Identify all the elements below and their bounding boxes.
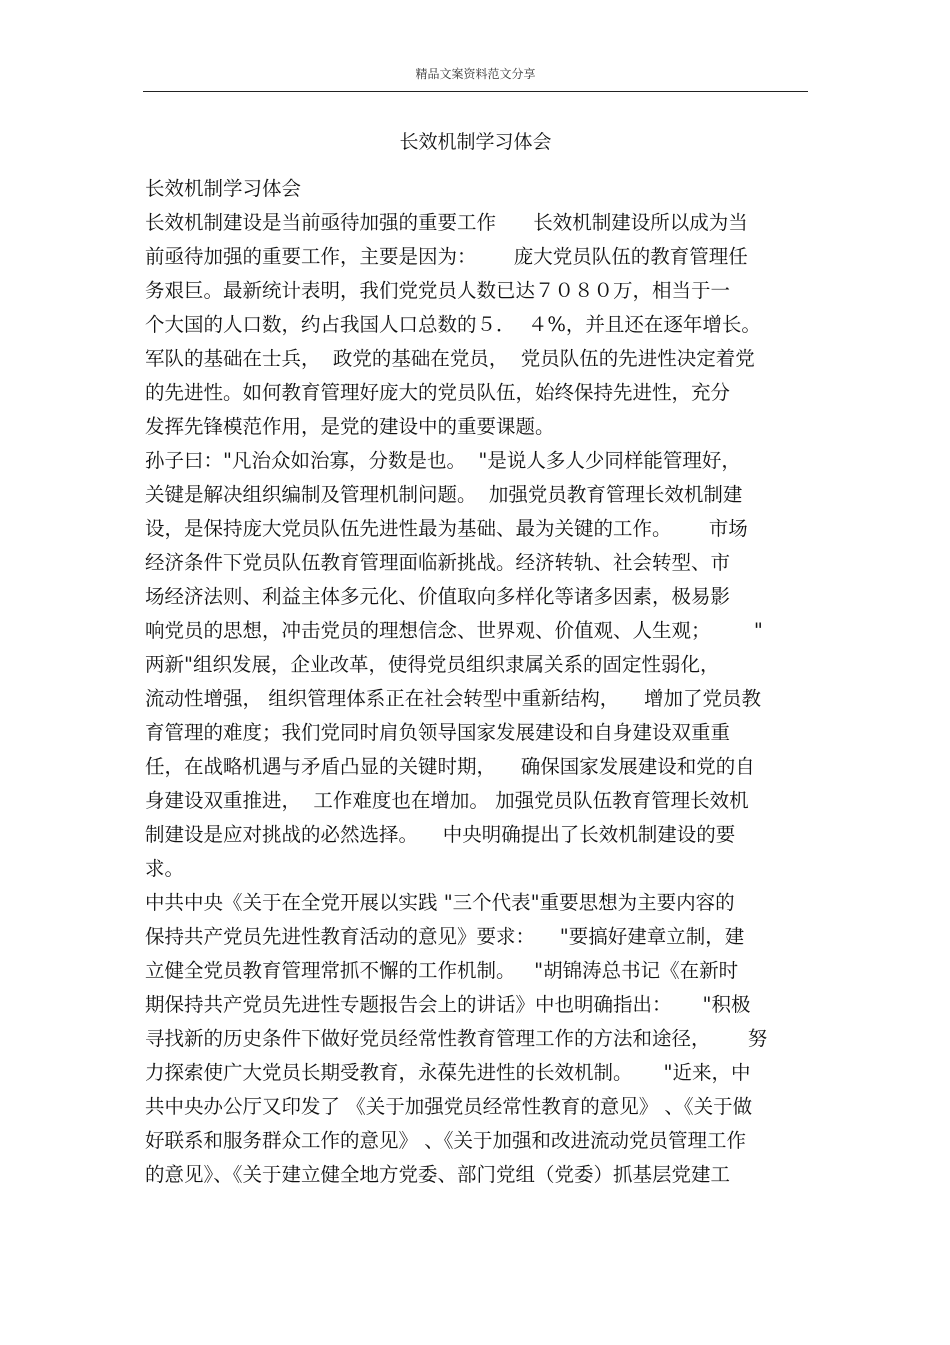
body-line: 求。 — [145, 857, 185, 880]
body-line: 长效机制建设是当前亟待加强的重要工作 长效机制建设所以成为当 — [145, 211, 748, 234]
body-line: 力探索使广大党员长期受教育，永葆先进性的长效机制。 "近来，中 — [145, 1061, 751, 1084]
body-line: 寻找新的历史条件下做好党员经常性教育管理工作的方法和途径， 努 — [145, 1027, 768, 1050]
body-line: 好联系和服务群众工作的意见》 、《关于加强和改进流动党员管理工作 — [145, 1129, 746, 1152]
body-line: 流动性增强， 组织管理体系正在社会转型中重新结构， 增加了党员教 — [145, 687, 761, 710]
body-line: 孙子曰："凡治众如治寡，分数是也。 "是说人多人少同样能管理好， — [145, 449, 741, 472]
body-line: 育管理的难度；我们党同时肩负领导国家发展建设和自身建设双重重 — [145, 721, 731, 744]
body-line: 设，是保持庞大党员队伍先进性最为基础、最为关键的工作。 市场 — [145, 517, 748, 540]
body-line: 关键是解决组织编制及管理机制问题。 加强党员教育管理长效机制建 — [145, 483, 743, 506]
body-line: 发挥先锋模范作用，是党的建设中的重要课题。 — [145, 415, 555, 438]
body-line: 保持共产党员先进性教育活动的意见》要求： "要搞好建章立制，建 — [145, 925, 745, 948]
body-line: 军队的基础在士兵， 政党的基础在党员， 党员队伍的先进性决定着党 — [145, 347, 755, 370]
document-title: 长效机制学习体会 — [399, 131, 552, 153]
body-line: 场经济法则、利益主体多元化、价值取向多样化等诸多因素，极易影 — [145, 585, 731, 608]
body-line: 立健全党员教育管理常抓不懈的工作机制。 "胡锦涛总书记《在新时 — [145, 959, 739, 982]
header-divider — [143, 91, 808, 92]
body-line: 中共中央《关于在全党开展以实践 "三个代表"重要思想为主要内容的 — [145, 891, 735, 914]
body-line: 期保持共产党员先进性专题报告会上的讲话》中也明确指出： "积极 — [145, 993, 751, 1016]
body-line: 经济条件下党员队伍教育管理面临新挑战。经济转轨、社会转型、市 — [145, 551, 731, 574]
body-line: 身建设双重推进， 工作难度也在增加。 加强党员队伍教育管理长效机 — [145, 789, 749, 812]
page-header: 精品文案资料范文分享 — [415, 67, 536, 81]
body-line: 前亟待加强的重要工作，主要是因为： 庞大党员队伍的教育管理任 — [145, 245, 748, 268]
body-line: 的先进性。如何教育管理好庞大的党员队伍，始终保持先进性，充分 — [145, 381, 731, 404]
body-line: 务艰巨。最新统计表明，我们党党员人数已达７０８０万，相当于一 — [145, 279, 731, 302]
body-line: 响党员的思想，冲击党员的理想信念、世界观、价值观、人生观； " — [145, 619, 763, 642]
body-line: 的意见》、《关于建立健全地方党委、部门党组（党委）抓基层党建工 — [145, 1163, 731, 1186]
body-line: 个大国的人口数，约占我国人口总数的５． ４%，并且还在逐年增长。 — [145, 313, 761, 336]
document-body — [145, 172, 810, 1192]
body-line: 制建设是应对挑战的必然选择。 中央明确提出了长效机制建设的要 — [145, 823, 736, 846]
body-line: 长效机制学习体会 — [145, 177, 302, 200]
body-line: 任，在战略机遇与矛盾凸显的关键时期， 确保国家发展建设和党的自 — [145, 755, 755, 778]
body-line: 两新"组织发展，企业改革，使得党员组织隶属关系的固定性弱化， — [145, 653, 720, 676]
body-line: 共中央办公厅又印发了 《关于加强党员经常性教育的意见》 、《关于做 — [145, 1095, 753, 1118]
